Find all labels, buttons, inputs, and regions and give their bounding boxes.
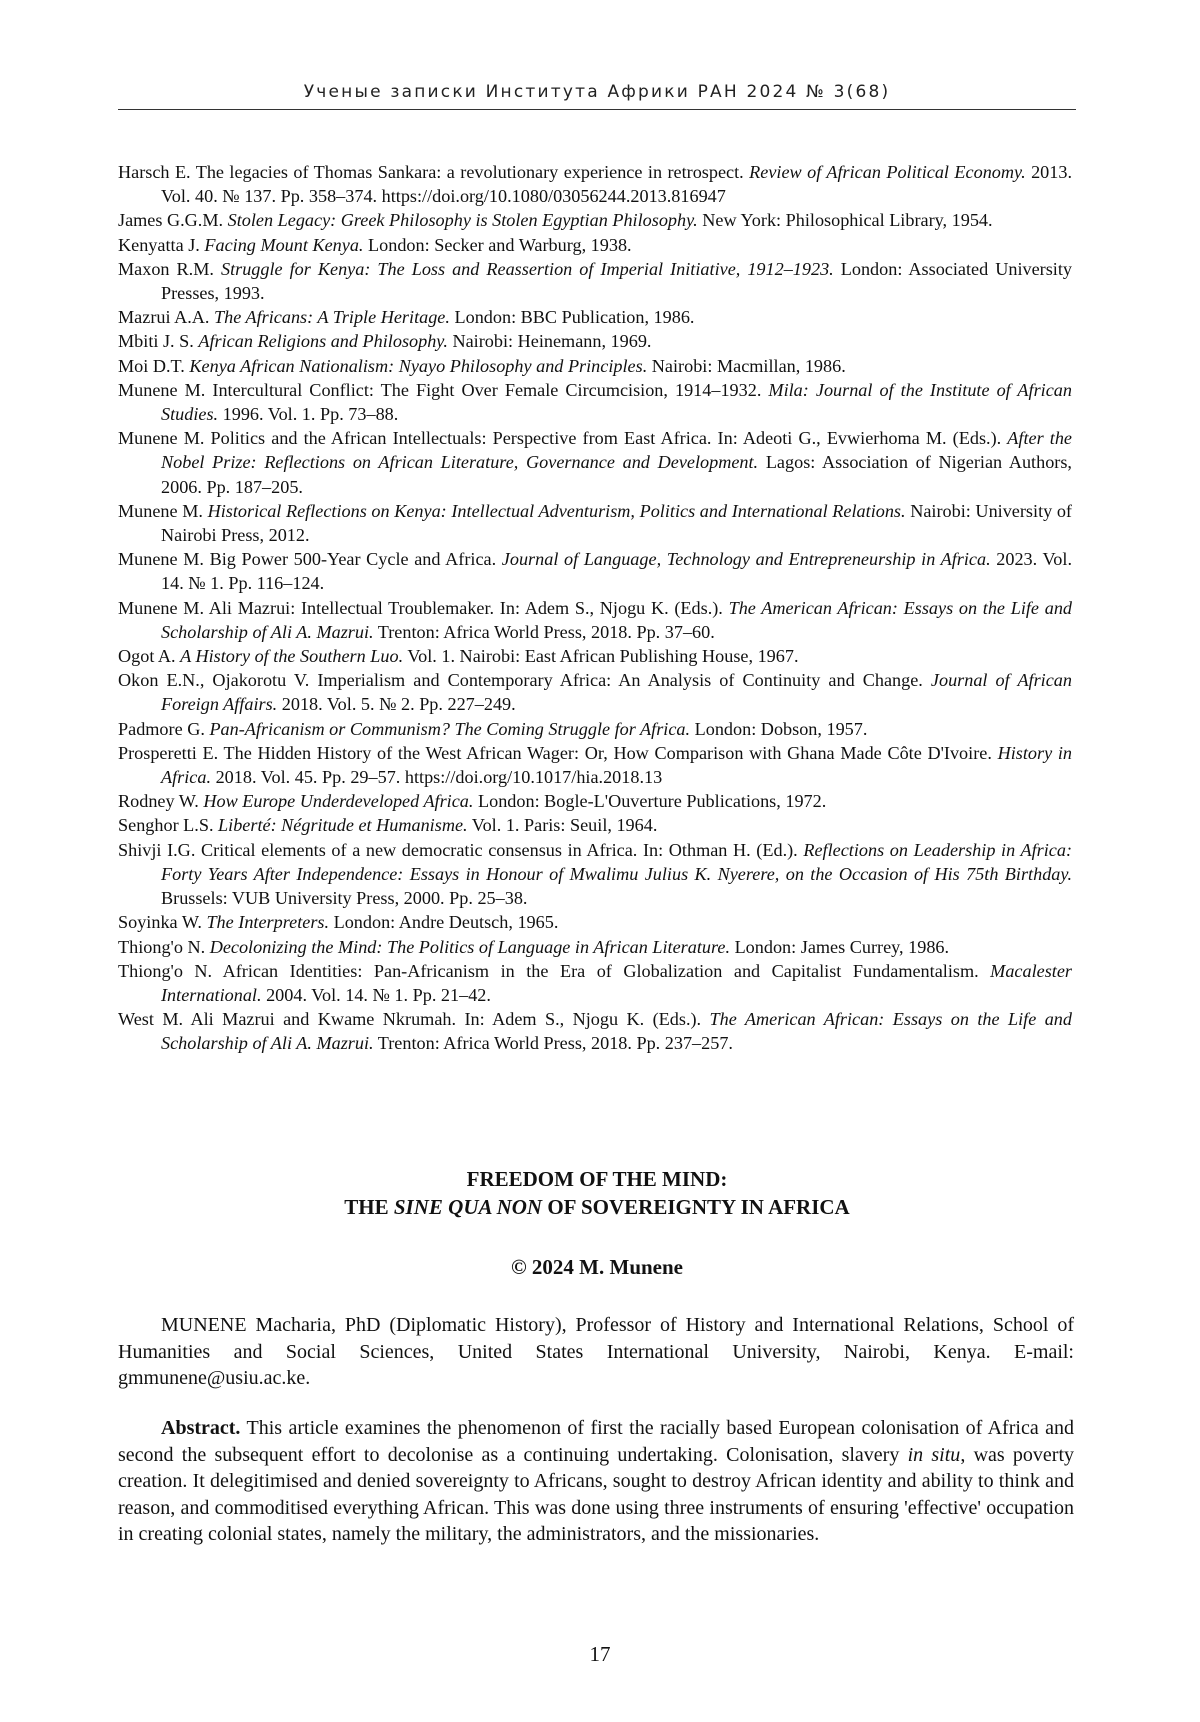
reference-details: Vol. 1. Nairobi: East African Publishing House, 1967. — [403, 646, 799, 667]
abstract-paragraph — [118, 1415, 1074, 1548]
reference-text: West M. Ali Mazrui and Kwame Nkrumah. In: Adem S., Njogu K. (Eds.). — [118, 1009, 710, 1030]
copyright-line: © 2024 M. Munene — [510, 1255, 683, 1279]
reference-text: Munene M. Big Power 500-Year Cycle and Africa. — [118, 549, 502, 570]
title-line-2-post: OF SOVEREIGNTY IN AFRICA — [542, 1195, 850, 1219]
reference-details: Brussels: VUB University Press, 2000. Pp. 25–38. — [161, 888, 528, 909]
reference-title: A History of the Southern Luo. — [180, 646, 404, 667]
reference-title: Liberté: Négritude et Humanisme. — [218, 815, 468, 836]
reference-details: London: Andre Deutsch, 1965. — [329, 912, 559, 933]
reference-text: Soyinka W. — [118, 912, 207, 933]
reference-title: The American African: Essays on the Life and Scholarship of Ali A. Mazrui. — [161, 597, 1073, 642]
reference-details: London: James Currey, 1986. — [730, 936, 950, 957]
reference-title: The Interpreters. — [206, 912, 330, 933]
reference-title: Struggle for Kenya: The Loss and Reassertion of Imperial Initiative, 1912–1923. — [220, 258, 834, 279]
reference-title: Historical Reflections on Kenya: Intellectual Adventurism, Politics and International Relations. — [207, 500, 906, 521]
reference-text: Munene M. Intercultural Conflict: The Fight Over Female Circumcision, 1914–1932. — [118, 379, 769, 400]
reference-text: Senghor L.S. — [118, 815, 219, 836]
reference-title: The American African: Essays on the Life and Scholarship of Ali A. Mazrui. — [161, 1009, 1072, 1054]
reference-item — [118, 741, 1072, 789]
title-line-1: FREEDOM OF THE MIND: — [466, 1167, 728, 1191]
reference-list — [118, 160, 1072, 1056]
reference-item — [118, 547, 1072, 595]
reference-title: How Europe Underdeveloped Africa. — [203, 791, 474, 812]
reference-title: Decolonizing the Mind: The Politics of Language in African Literature. — [209, 936, 731, 957]
reference-text: Harsch E. The legacies of Thomas Sankara: a revolutionary experience in retrospect. — [118, 162, 750, 182]
reference-item — [118, 935, 1072, 959]
reference-details: Nairobi: University of Nairobi Press, 2012. — [161, 500, 1072, 546]
reference-title: Journal of African Foreign Affairs. — [161, 670, 1072, 715]
reference-details: 2023. Vol. 14. № 1. Pp. 116–124. — [161, 549, 1072, 594]
reference-details: 2018. Vol. 5. № 2. Pp. 227–249. — [277, 694, 516, 715]
reference-text: Rodney W. — [118, 791, 204, 812]
reference-title: Facing Mount Kenya. — [204, 234, 364, 255]
reference-title: Stolen Legacy: Greek Philosophy is Stolen Egyptian Philosophy. — [227, 210, 698, 231]
reference-item — [118, 959, 1072, 1007]
reference-item — [118, 910, 1072, 934]
reference-text: Munene M. — [118, 500, 208, 521]
header-divider — [118, 109, 1076, 110]
reference-title: The Africans: A Triple Heritage. — [213, 307, 450, 328]
reference-details: Trenton: Africa World Press, 2018. Pp. 37–60. — [373, 621, 715, 642]
reference-item — [118, 354, 1072, 378]
reference-title: African Religions and Philosophy. — [198, 331, 448, 352]
reference-item — [118, 233, 1072, 257]
reference-text: Kenyatta J. — [118, 234, 205, 255]
reference-item — [118, 378, 1072, 426]
reference-details: Vol. 1. Paris: Seuil, 1964. — [467, 815, 658, 836]
reference-text: Ogot A. — [118, 646, 181, 667]
article-title — [118, 1165, 1076, 1221]
reference-item — [118, 208, 1072, 232]
reference-text: Padmore G. — [118, 718, 210, 739]
reference-item — [118, 717, 1072, 741]
reference-item — [118, 644, 1072, 668]
reference-item — [118, 257, 1072, 305]
running-header: Ученые записки Института Африки РАН 2024 № 3(68) — [303, 82, 891, 102]
title-line-2 — [118, 1193, 1076, 1221]
reference-details: New York: Philosophical Library, 1954. — [697, 210, 993, 231]
reference-details: London: Associated University Presses, 1993. — [161, 258, 1073, 304]
reference-details: 1996. Vol. 1. Pp. 73–88. — [218, 404, 399, 425]
reference-item — [118, 305, 1072, 329]
reference-item — [118, 789, 1072, 813]
reference-details: London: Bogle-L'Ouverture Publications, 1972. — [473, 791, 827, 812]
author-info: MUNENE Macharia, PhD (Diplomatic History), Professor of History and International Relations, School of Humanities and Social Sciences, United States International University, Nairobi, Kenya. E-mail: gmmunene@usiu.ac.ke. — [118, 1314, 1074, 1389]
reference-item — [118, 838, 1072, 911]
abstract-text-1: This article examines the phenomenon of first the racially based European colonisation of Africa and second the subsequent effort to decolonise as a continuing undertaking. Colonisation, slavery — [118, 1417, 1074, 1466]
reference-details: 2013. Vol. 40. № 137. Pp. 358–374. https://doi.org/10.1080/03056244.2013.816947 — [161, 162, 1072, 207]
reference-item — [118, 813, 1072, 837]
reference-title: Review of African Political Economy. — [749, 162, 1026, 182]
reference-item — [118, 160, 1072, 208]
abstract-italic: in situ — [907, 1443, 961, 1466]
reference-text: Shivji I.G. Critical elements of a new democratic consensus in Africa. In: Othman H. (Ed.). — [118, 839, 804, 860]
reference-text: Maxon R.M. — [118, 258, 221, 279]
reference-item — [118, 668, 1072, 716]
reference-item — [118, 596, 1072, 644]
reference-details: Nairobi: Macmillan, 1986. — [647, 355, 846, 376]
reference-text: James G.G.M. — [118, 210, 228, 231]
title-line-2-italic: SINE QUA NON — [393, 1195, 543, 1219]
reference-text: Munene M. Politics and the African Intellectuals: Perspective from East Africa. In: Adeoti G., Evwierhoma M. (Eds.). — [118, 428, 1008, 449]
page-number: 17 — [589, 1642, 611, 1666]
reference-title: Kenya African Nationalism: Nyayo Philosophy and Principles. — [189, 355, 648, 376]
reference-text: Thiong'o N. — [118, 936, 210, 957]
reference-title: Mila: Journal of the Institute of African Studies. — [161, 379, 1072, 425]
abstract-text-2: , was poverty creation. It delegitimised and denied sovereignty to Africans, sought to destroy African identity and ability to think and reason, and commoditised everything African. This was done using three instruments of ensuring 'effective' occupation in creating colonial states, namely the military, the administrators, and the missionaries. — [118, 1443, 1075, 1545]
reference-item — [118, 1007, 1072, 1055]
reference-text: Okon E.N., Ojakorotu V. Imperialism and Contemporary Africa: An Analysis of Continuity and Change. — [118, 670, 931, 691]
reference-title: Reflections on Leadership in Africa: Forty Years After Independence: Essays in Honour of Mwalimu Julius K. Nyerere, on the Occasion of His 75th Birthday. — [161, 839, 1072, 884]
reference-details: London: Secker and Warburg, 1938. — [363, 234, 632, 255]
reference-text: Munene M. Ali Mazrui: Intellectual Troublemaker. In: Adem S., Njogu K. (Eds.). — [118, 597, 729, 618]
reference-item — [118, 426, 1072, 499]
title-line-2-pre: THE — [344, 1195, 394, 1219]
reference-text: Moi D.T. — [118, 355, 190, 376]
reference-item — [118, 499, 1072, 547]
reference-details: 2018. Vol. 45. Pp. 29–57. https://doi.org/10.1017/hia.2018.13 — [211, 767, 663, 788]
reference-details: 2004. Vol. 14. № 1. Pp. 21–42. — [261, 984, 491, 1005]
reference-text: Prosperetti E. The Hidden History of the West African Wager: Or, How Comparison with Ghana Made Côte D'Ivoire. — [118, 742, 998, 763]
reference-title: Pan-Africanism or Communism? The Coming Struggle for Africa. — [209, 718, 691, 739]
reference-item — [118, 329, 1072, 353]
reference-details: Trenton: Africa World Press, 2018. Pp. 237–257. — [373, 1033, 733, 1054]
abstract-label: Abstract. — [161, 1417, 241, 1439]
reference-title: Journal of Language, Technology and Entrepreneurship in Africa. — [501, 549, 991, 570]
reference-title: History in Africa. — [161, 742, 1073, 788]
reference-text: Mazrui A.A. — [118, 307, 214, 328]
reference-details: Nairobi: Heinemann, 1969. — [447, 331, 652, 352]
reference-title: After the Nobel Prize: Reflections on African Literature, Governance and Development. — [161, 428, 1072, 473]
reference-details: Lagos: Association of Nigerian Authors, 2006. Pp. 187–205. — [161, 452, 1072, 497]
reference-title: Macalester International. — [161, 960, 1072, 1005]
reference-text: Thiong'o N. African Identities: Pan-Africanism in the Era of Globalization and Capitalist Fundamentalism. — [118, 960, 991, 981]
reference-details: London: Dobson, 1957. — [690, 718, 868, 739]
reference-text: Mbiti J. S. — [118, 331, 199, 352]
reference-details: London: BBC Publication, 1986. — [449, 307, 695, 328]
